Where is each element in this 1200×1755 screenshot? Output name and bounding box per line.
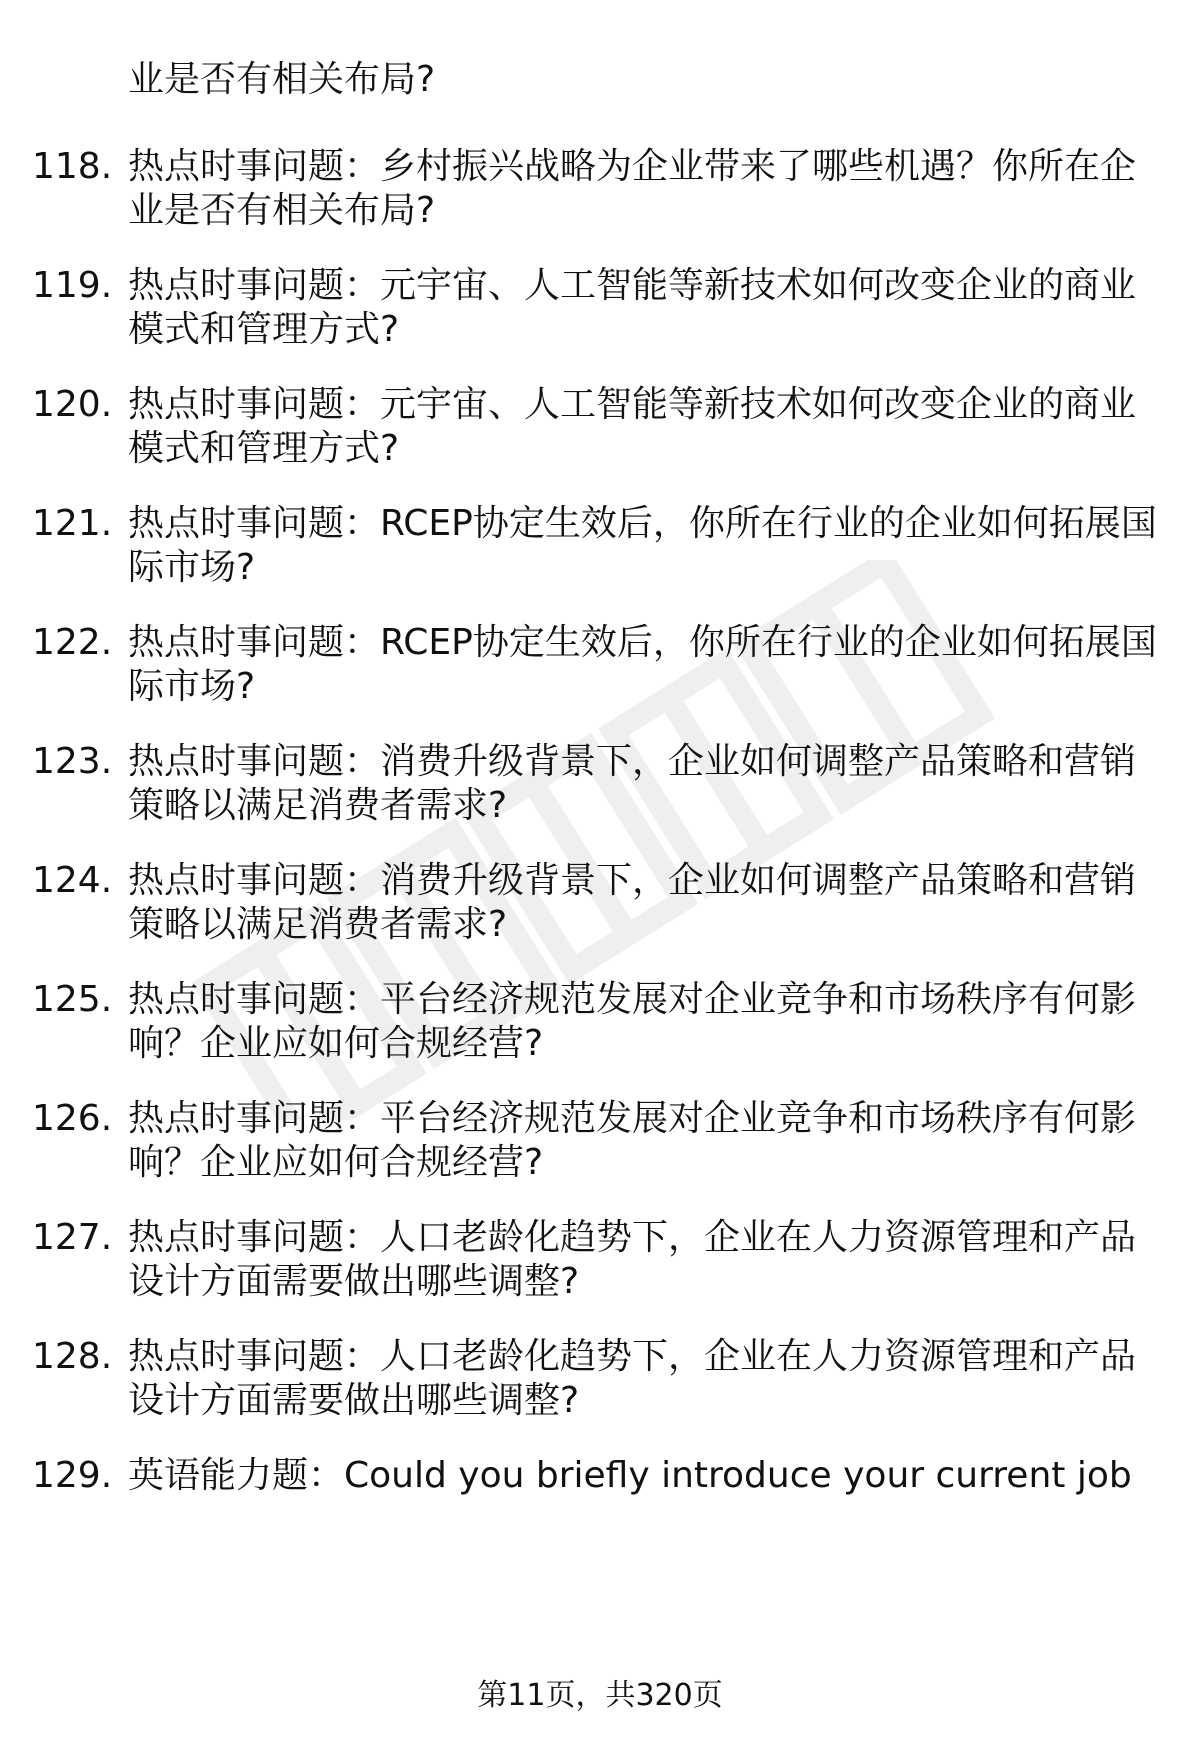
question-text-continued: 际市场? — [128, 666, 256, 707]
question-line-continued — [0, 546, 1200, 590]
question-text-continued: 模式和管理方式? — [128, 428, 400, 469]
question-line — [0, 1335, 1200, 1379]
list-item — [0, 1454, 1200, 1498]
list-item — [0, 1216, 1200, 1304]
page-footer: 第11页，共320页 — [477, 1678, 723, 1713]
question-line-continued — [0, 308, 1200, 352]
question-text: 热点时事问题：乡村振兴战略为企业带来了哪些机遇？你所在企 — [128, 146, 1137, 187]
question-text: 热点时事问题：消费升级背景下，企业如何调整产品策略和营销 — [128, 860, 1137, 901]
question-line — [0, 740, 1200, 784]
question-number: 124. — [32, 860, 113, 901]
list-item — [0, 502, 1200, 590]
question-text-continued: 响？企业应如何合规经营? — [128, 1142, 544, 1183]
question-line — [0, 145, 1200, 189]
question-number: 129. — [32, 1455, 113, 1496]
question-line — [0, 1097, 1200, 1141]
question-line-continued — [0, 903, 1200, 947]
question-line-continued — [0, 189, 1200, 233]
question-line-continued — [0, 665, 1200, 709]
question-text: 热点时事问题：平台经济规范发展对企业竞争和市场秩序有何影 — [128, 1098, 1137, 1139]
question-number: 121. — [32, 503, 113, 544]
question-number: 120. — [32, 384, 113, 425]
question-text-continued: 策略以满足消费者需求? — [128, 785, 508, 826]
question-line-continued — [0, 1141, 1200, 1185]
list-item-continuation — [0, 58, 1200, 102]
question-text-continued: 策略以满足消费者需求? — [128, 904, 508, 945]
question-line-continued — [0, 784, 1200, 828]
question-text: 热点时事问题：元宇宙、人工智能等新技术如何改变企业的商业 — [128, 384, 1137, 425]
question-number: 126. — [32, 1098, 113, 1139]
list-item — [0, 145, 1200, 233]
question-text: 热点时事问题：人口老龄化趋势下，企业在人力资源管理和产品 — [128, 1217, 1137, 1258]
question-text: 热点时事问题：消费升级背景下，企业如何调整产品策略和营销 — [128, 741, 1137, 782]
question-line — [0, 502, 1200, 546]
list-item — [0, 859, 1200, 947]
question-number: 122. — [32, 622, 113, 663]
question-text-continued: 响？企业应如何合规经营? — [128, 1023, 544, 1064]
question-text: 英语能力题：Could you briefly introduce your current job — [128, 1455, 1132, 1496]
question-line-continued — [0, 427, 1200, 471]
question-number: 119. — [32, 265, 113, 306]
question-line — [0, 859, 1200, 903]
question-number: 128. — [32, 1336, 113, 1377]
question-text-continued: 业是否有相关布局? — [128, 190, 436, 231]
question-text-continued: 模式和管理方式? — [128, 309, 400, 350]
question-text-continued: 设计方面需要做出哪些调整? — [128, 1261, 580, 1302]
question-number: 127. — [32, 1217, 113, 1258]
question-text: 热点时事问题：平台经济规范发展对企业竞争和市场秩序有何影 — [128, 979, 1137, 1020]
list-item — [0, 978, 1200, 1066]
list-item — [0, 264, 1200, 352]
question-number: 123. — [32, 741, 113, 782]
question-line-continued — [0, 1022, 1200, 1066]
list-item — [0, 383, 1200, 471]
list-item — [0, 1335, 1200, 1423]
question-text: 热点时事问题：RCEP协定生效后，你所在行业的企业如何拓展国 — [128, 622, 1157, 663]
question-line-continued — [0, 1379, 1200, 1423]
question-text: 热点时事问题：RCEP协定生效后，你所在行业的企业如何拓展国 — [128, 503, 1157, 544]
question-text: 热点时事问题：人口老龄化趋势下，企业在人力资源管理和产品 — [128, 1336, 1137, 1377]
question-number: 125. — [32, 979, 113, 1020]
question-line — [0, 978, 1200, 1022]
question-line — [0, 621, 1200, 665]
list-item — [0, 1097, 1200, 1185]
question-number: 118. — [32, 146, 113, 187]
question-line-continued — [0, 1260, 1200, 1304]
list-item — [0, 740, 1200, 828]
list-item — [0, 621, 1200, 709]
question-text: 热点时事问题：元宇宙、人工智能等新技术如何改变企业的商业 — [128, 265, 1137, 306]
question-line — [0, 1454, 1200, 1498]
question-text-continued: 设计方面需要做出哪些调整? — [128, 1380, 580, 1421]
question-list — [0, 58, 1200, 1498]
question-text-continued: 际市场? — [128, 547, 256, 588]
question-line — [0, 264, 1200, 308]
question-line — [0, 1216, 1200, 1260]
question-text: 业是否有相关布局? — [128, 59, 436, 100]
question-line — [0, 383, 1200, 427]
